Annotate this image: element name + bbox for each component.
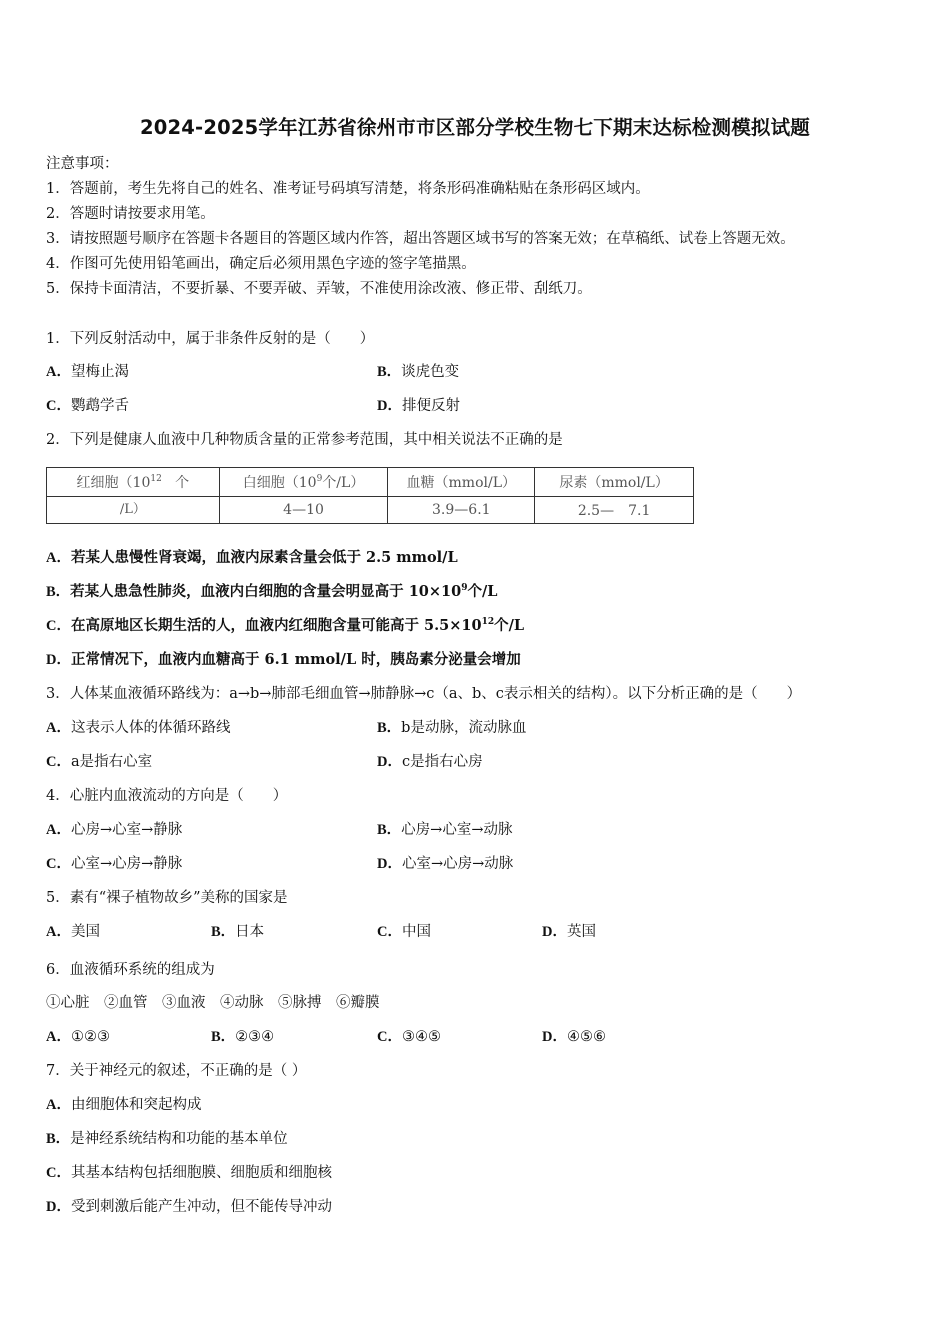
option-text: 谈虎色变	[401, 364, 460, 380]
option-label: C．	[46, 754, 71, 770]
option-b[interactable]	[211, 1025, 274, 1046]
option-label: D．	[46, 652, 71, 668]
option-text: 受到刺激后能产生冲动，但不能传导冲动	[70, 1199, 332, 1215]
table-cell: 2.5— 7.1	[535, 497, 694, 524]
option-b[interactable]	[377, 818, 512, 839]
question-stem: 5．素有“裸子植物故乡”美称的国家是	[46, 890, 288, 906]
option-text: 心室→心房→动脉	[401, 856, 514, 872]
option-label: B．	[377, 720, 402, 736]
option-text: 美国	[70, 924, 100, 940]
option-label: A．	[46, 924, 71, 940]
option-a[interactable]	[46, 360, 129, 381]
option-d[interactable]	[542, 1025, 606, 1046]
header-sup: 12	[150, 474, 162, 484]
option-text: 望梅止渴	[70, 364, 129, 380]
option-label: D．	[377, 856, 402, 872]
option-label: D．	[542, 1029, 567, 1045]
option-text: ③④⑤	[401, 1029, 441, 1045]
option-d[interactable]	[46, 1195, 332, 1216]
note-item: 1．答题前，考生先将自己的姓名、准考证号码填写清楚，将条形码准确粘贴在条形码区域内。	[46, 181, 650, 197]
option-label: A．	[46, 822, 71, 838]
option-text: 其基本结构包括细胞膜、细胞质和细胞核	[70, 1165, 332, 1181]
option-text: 个/L	[494, 617, 525, 634]
option-sup: 12	[481, 617, 495, 627]
option-text: 心房→心室→静脉	[70, 822, 183, 838]
question-stem: 2．下列是健康人血液中几种物质含量的正常参考范围，其中相关说法不正确的是	[46, 432, 563, 448]
option-c[interactable]	[46, 750, 152, 771]
header-text: 个	[175, 475, 190, 491]
header-text: 个/L）	[322, 475, 365, 491]
option-text: 个/L	[467, 583, 498, 600]
option-text: 日本	[235, 924, 265, 940]
option-a[interactable]	[46, 716, 230, 737]
option-label: B．	[377, 364, 402, 380]
option-a[interactable]	[46, 1025, 110, 1046]
option-b[interactable]	[377, 360, 459, 381]
option-c[interactable]	[377, 1025, 441, 1046]
option-text: 是神经系统结构和功能的基本单位	[70, 1131, 288, 1147]
option-text: b是动脉，流动脉血	[401, 720, 527, 736]
option-label: A．	[46, 1097, 71, 1113]
option-a[interactable]	[46, 818, 182, 839]
option-text: a是指右心室	[70, 754, 153, 770]
option-label: B．	[211, 1029, 236, 1045]
table-cell: 4—10	[219, 497, 388, 524]
option-label: B．	[211, 924, 236, 940]
option-text: c是指右心房	[401, 754, 483, 770]
option-label: D．	[377, 754, 402, 770]
option-label: B．	[46, 584, 71, 600]
question-stem: 7．关于神经元的叙述，不正确的是（ ）	[46, 1063, 307, 1079]
note-item: 5．保持卡面清洁，不要折暴、不要弄破、弄皱，不准使用涂改液、修正带、刮纸刀。	[46, 281, 592, 297]
table-header-cell: 尿素（mmol/L）	[535, 468, 694, 497]
rbc-header	[47, 472, 219, 517]
option-label: C．	[377, 924, 402, 940]
note-item: 3．请按照题号顺序在答题卡各题目的答题区域内作答，超出答题区域书写的答案无效；在草稿纸、试卷上答题无效。	[46, 231, 795, 247]
option-label: A．	[46, 720, 71, 736]
option-text: 英国	[566, 924, 596, 940]
option-c[interactable]	[46, 1161, 332, 1182]
question-stem: 4．心脏内血液流动的方向是（ ）	[46, 788, 288, 804]
header-subline: /L）	[119, 502, 146, 517]
note-item: 2．答题时请按要求用笔。	[46, 206, 215, 222]
header-text: 白细胞（10	[242, 475, 317, 491]
table-header-cell: 血糖（mmol/L）	[388, 468, 535, 497]
option-text: 心室→心房→静脉	[70, 856, 183, 872]
option-c[interactable]	[46, 394, 129, 415]
option-label: C．	[46, 618, 71, 634]
table-header-cell	[219, 468, 388, 497]
option-label: C．	[46, 856, 71, 872]
option-b[interactable]	[211, 920, 264, 941]
option-label: B．	[377, 822, 402, 838]
header-sup: 9	[316, 474, 323, 484]
option-c[interactable]	[377, 920, 431, 941]
option-b[interactable]	[46, 1127, 288, 1148]
option-label: B．	[46, 1131, 71, 1147]
option-a[interactable]	[46, 546, 458, 567]
option-text: ②③④	[235, 1029, 275, 1045]
option-a[interactable]	[46, 1093, 201, 1114]
table-cell: 3.9—6.1	[388, 497, 535, 524]
question-items: ①心脏 ②血管 ③血液 ④动脉 ⑤脉搏 ⑥瓣膜	[46, 995, 380, 1011]
option-label: C．	[46, 398, 71, 414]
question-stem: 1．下列反射活动中，属于非条件反射的是（ ）	[46, 331, 375, 347]
option-text: 排便反射	[401, 398, 460, 414]
option-b[interactable]	[377, 716, 526, 737]
option-text: ④⑤⑥	[566, 1029, 606, 1045]
option-text: 心房→心室→动脉	[401, 822, 513, 838]
option-b[interactable]	[46, 580, 498, 601]
option-text: ①②③	[70, 1029, 110, 1045]
option-label: D．	[377, 398, 402, 414]
option-label: A．	[46, 1029, 71, 1045]
header-text: 红细胞（10	[76, 475, 151, 491]
option-label: C．	[46, 1165, 71, 1181]
notes-heading: 注意事项：	[46, 156, 119, 172]
option-sup: 9	[461, 583, 468, 593]
option-d[interactable]	[377, 852, 513, 873]
option-c[interactable]	[46, 614, 524, 635]
option-text: 这表示人体的体循环路线	[70, 720, 231, 736]
option-a[interactable]	[46, 920, 100, 941]
option-d[interactable]	[377, 394, 460, 415]
option-text: 鹦鹉学舌	[70, 398, 129, 414]
option-label: C．	[377, 1029, 402, 1045]
option-label: A．	[46, 364, 71, 380]
page-title: 2024-2025学年江苏省徐州市市区部分学校生物七下期末达标检测模拟试题	[139, 116, 811, 139]
option-d[interactable]	[377, 750, 483, 771]
option-text: 若某人患急性肺炎，血液内白细胞的含量会明显高于 10×10	[70, 583, 462, 600]
option-text: 若某人患慢性肾衰竭，血液内尿素含量会低于 2.5 mmol/L	[70, 549, 458, 566]
option-d[interactable]	[46, 648, 521, 669]
question-stem: 6．血液循环系统的组成为	[46, 962, 215, 978]
question-stem: 3．人体某血液循环路线为：a→b→肺部毛细血管→肺静脉→c（a、b、c表示相关的结构）。以下分析正确的是（ ）	[46, 686, 802, 702]
option-label: D．	[46, 1199, 71, 1215]
table-header-cell	[47, 468, 220, 517]
note-item: 4．作图可先使用铅笔画出，确定后必须用黑色字迹的签字笔描黑。	[46, 256, 476, 272]
option-text: 正常情况下，血液内血糖高于 6.1 mmol/L 时，胰岛素分泌量会增加	[70, 651, 521, 668]
option-label: D．	[542, 924, 567, 940]
option-c[interactable]	[46, 852, 182, 873]
reference-table	[46, 467, 694, 524]
option-label: A．	[46, 550, 71, 566]
option-text: 在高原地区长期生活的人，血液内红细胞含量可能高于 5.5×10	[70, 617, 482, 634]
option-text: 由细胞体和突起构成	[70, 1097, 202, 1113]
option-text: 中国	[401, 924, 431, 940]
option-d[interactable]	[542, 920, 596, 941]
